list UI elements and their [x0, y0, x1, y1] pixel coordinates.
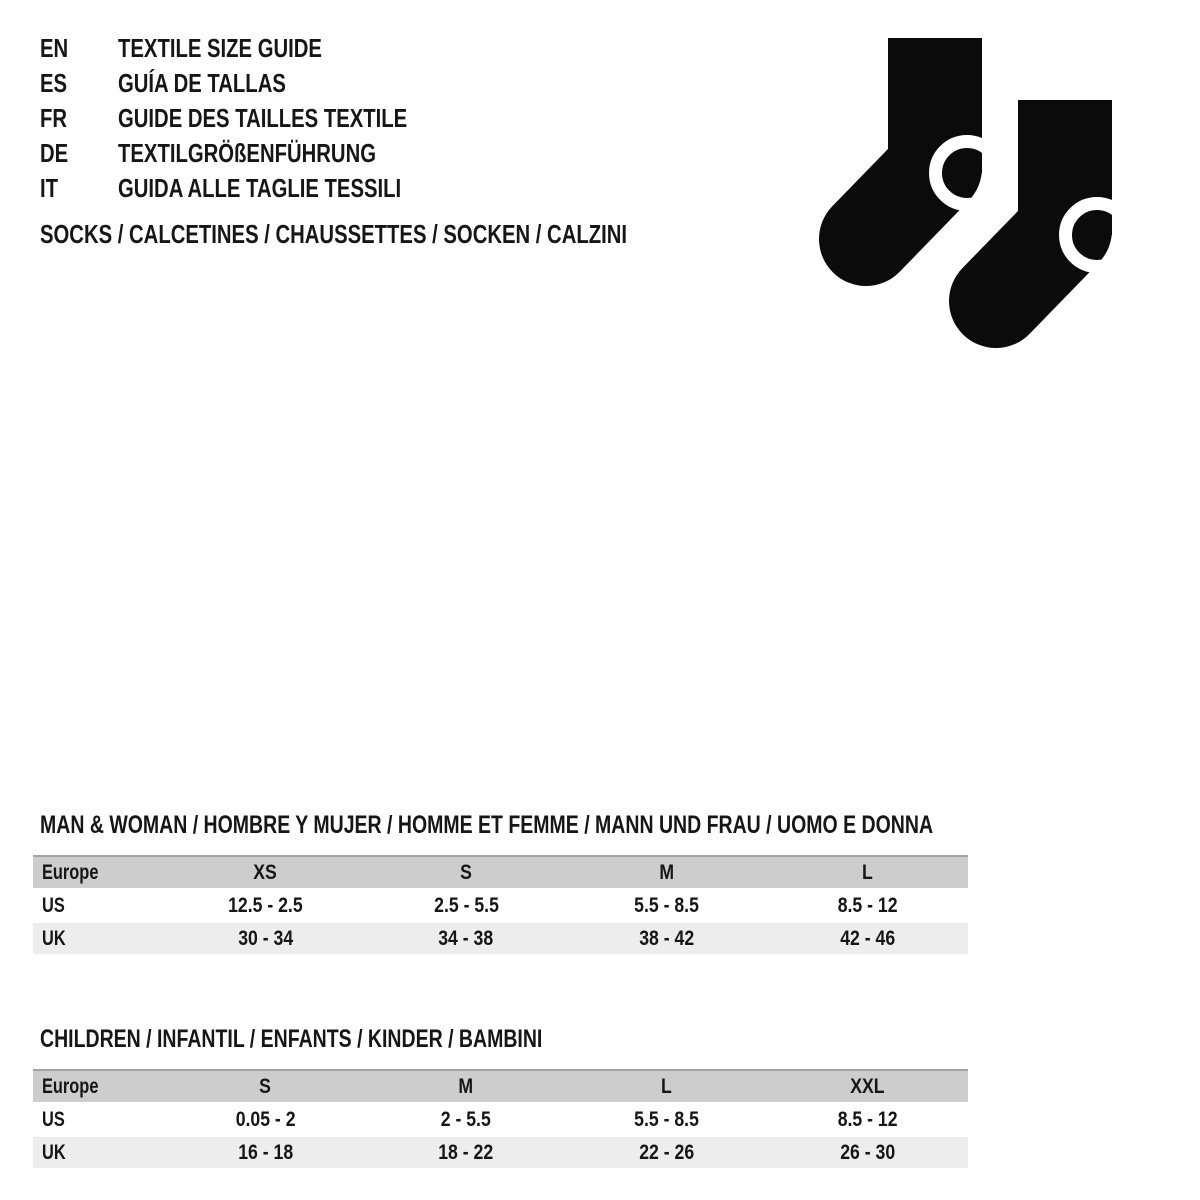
guide-title-it: GUIDA ALLE TAGLIE TESSILI: [118, 173, 402, 203]
table-header-row: [33, 855, 968, 888]
size-cell: 30 - 34: [237, 926, 293, 950]
table-header-row: [33, 1069, 968, 1102]
size-cell: 12.5 - 2.5: [228, 893, 303, 917]
row-label-us: US: [42, 1107, 65, 1131]
table-title-man-woman: [33, 811, 968, 839]
size-cell: 42 - 46: [840, 926, 896, 950]
language-code-text: DE: [40, 138, 69, 168]
sock-left-shape: [866, 38, 999, 239]
language-row-en: [40, 31, 489, 66]
product-category-text: SOCKS / CALCETINES / CHAUSSETTES / SOCKEN / CALZINI: [40, 219, 628, 249]
row-label-uk: UK: [42, 1140, 66, 1164]
language-title-list: [40, 31, 489, 206]
column-header-europe: Europe: [42, 860, 99, 884]
size-cell: 18 - 22: [438, 1140, 494, 1164]
size-cell: 2 - 5.5: [441, 1107, 492, 1131]
guide-title-en: TEXTILE SIZE GUIDE: [118, 33, 322, 63]
language-code: [40, 138, 118, 169]
guide-title-de: TEXTILGRÖßENFÜHRUNG: [118, 138, 376, 168]
language-row-de: [40, 136, 489, 171]
size-table-man-woman: [33, 811, 968, 954]
size-cell: 38 - 42: [639, 926, 695, 950]
guide-title-es: GUÍA DE TALLAS: [118, 68, 286, 98]
table-title-children: [33, 1025, 968, 1053]
size-cell: 34 - 38: [438, 926, 494, 950]
size-cell: 22 - 26: [639, 1140, 695, 1164]
column-header-size-4: XXL: [850, 1074, 885, 1098]
column-header-size-1: XS: [253, 860, 278, 884]
language-code-text: EN: [40, 33, 69, 63]
size-cell: 16 - 18: [237, 1140, 293, 1164]
size-cell: 8.5 - 12: [837, 1107, 898, 1131]
column-header-size-2: S: [460, 860, 473, 884]
column-header-size-3: L: [661, 1074, 673, 1098]
column-header-size-2: M: [458, 1074, 474, 1098]
socks-icon: [800, 25, 1170, 365]
size-cell: 8.5 - 12: [837, 893, 898, 917]
table-row-us: [33, 1104, 968, 1135]
language-code-text: IT: [40, 173, 59, 203]
size-cell: 26 - 30: [840, 1140, 896, 1164]
language-code-text: FR: [40, 103, 68, 133]
language-row-es: [40, 66, 489, 101]
column-header-size-4: L: [862, 860, 874, 884]
guide-title-fr: GUIDE DES TAILLES TEXTILE: [118, 103, 408, 133]
product-category-line: [40, 219, 793, 250]
language-code-text: ES: [40, 68, 68, 98]
table-title-text: MAN & WOMAN / HOMBRE Y MUJER / HOMME ET FEMME / MANN UND FRAU / UOMO E DONNA: [40, 811, 934, 839]
language-code: [40, 33, 118, 64]
size-table-children: [33, 1025, 968, 1168]
table-title-text: CHILDREN / INFANTIL / ENFANTS / KINDER / BAMBINI: [40, 1025, 543, 1053]
language-code: [40, 68, 118, 99]
size-cell: 2.5 - 5.5: [433, 893, 499, 917]
language-code: [40, 103, 118, 134]
row-label-us: US: [42, 893, 65, 917]
language-code: [40, 173, 118, 204]
column-header-europe: Europe: [42, 1074, 99, 1098]
sock-right-shape: [996, 100, 1129, 301]
table-row-uk: [33, 1137, 968, 1168]
size-cell: 5.5 - 8.5: [634, 1107, 700, 1131]
size-cell: 5.5 - 8.5: [634, 893, 700, 917]
size-cell: 0.05 - 2: [235, 1107, 296, 1131]
column-header-size-3: M: [659, 860, 675, 884]
table-row-uk: [33, 923, 968, 954]
column-header-size-1: S: [259, 1074, 272, 1098]
language-row-fr: [40, 101, 489, 136]
language-row-it: [40, 171, 489, 206]
table-row-us: [33, 890, 968, 921]
row-label-uk: UK: [42, 926, 66, 950]
